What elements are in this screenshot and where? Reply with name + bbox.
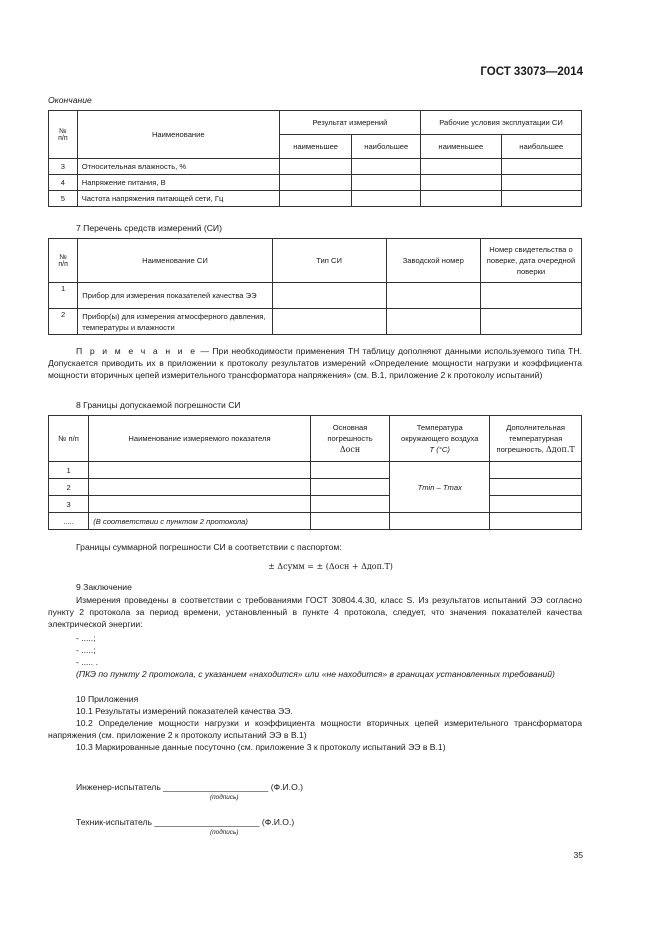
col-name-header: Наименование измеряемого показателя: [89, 416, 311, 462]
cond-min-header: наименьшее: [421, 135, 501, 159]
page-number: 35: [573, 850, 583, 860]
row-num: 1: [49, 283, 78, 309]
conditions-table: [48, 110, 582, 207]
note: [48, 345, 582, 381]
col-num-header: № п/п: [49, 416, 89, 462]
error-table: [48, 415, 582, 530]
table-row: [49, 191, 582, 207]
row-num: 1: [49, 462, 89, 479]
table-row: [49, 175, 582, 191]
row-name: (В соответствии с пунктом 2 протокола): [89, 513, 311, 530]
temp-symbol: T (°С): [429, 445, 450, 454]
col-result-header: Результат измерений: [279, 111, 420, 135]
table-caption: Окончание: [48, 95, 92, 105]
col-cert-header: Номер свидетельства о поверке, дата очередной поверки: [481, 239, 582, 283]
table-row: [49, 479, 582, 496]
list-item: - .....;: [76, 645, 96, 655]
table-row: [49, 309, 582, 335]
table-row: [49, 283, 582, 309]
row-name: Прибор для измерения показателей качества ЭЭ: [78, 283, 272, 309]
appendix-item: 10.2 Определение мощности нагрузки и коэффициента мощности вторичных цепей измерительного трансформатора напряжения (см. приложение 2 к протоколу испытаний ЭЭ в В.1): [48, 718, 582, 740]
signature-caption: (подпись): [210, 794, 239, 801]
table-row: [49, 462, 582, 479]
row-name: Прибор(ы) для измерения атмосферного давления, температуры и влажности: [78, 309, 272, 335]
section9-title: 9 Заключение: [76, 582, 132, 592]
section9-italic: (ПКЭ по пункту 2 протокола, с указанием «находится» или «не находится» в границах установленных требований): [76, 669, 555, 679]
row-num: 5: [49, 191, 78, 207]
standard-header: ГОСТ 33073—2014: [480, 66, 583, 78]
technician-signature: Техник-испытатель ______________________ (Ф.И.О.): [76, 817, 295, 827]
table-row: [49, 159, 582, 175]
appendix-item: 10.1 Результаты измерений показателей качества ЭЭ.: [76, 706, 293, 716]
row-name: Частота напряжения питающей сети, Гц: [77, 191, 279, 207]
col-add-header: Дополнительная температурная погрешность, Δдоп.T: [490, 416, 582, 462]
col-serial-header: Заводской номер: [386, 239, 480, 283]
note-label: П р и м е ч а н и е: [76, 346, 198, 356]
row-name: Относительная влажность, %: [77, 159, 279, 175]
cond-max-header: наибольшее: [501, 135, 581, 159]
row-name: Напряжение питания, В: [77, 175, 279, 191]
section9-text: Измерения проведены в соответствии с требованиями ГОСТ 30804.4.30, класс S. Из результатов испытаний ЭЭ согласно пункту 2 протокола за период времени, установленный в пункте 4 протокола, следует, что значения показателей качества электрической энергии:: [48, 595, 582, 629]
col-temp-header: Температура окружающего воздуха T (°С): [390, 416, 490, 462]
add-symbol: Δдоп.T: [546, 445, 575, 454]
col-num-header: № п/п: [49, 111, 78, 159]
row-num: 3: [49, 496, 89, 513]
row-num: 2: [49, 479, 89, 496]
section10-title: 10 Приложения: [76, 694, 139, 704]
row-num: 4: [49, 175, 78, 191]
section7-title: 7 Перечень средств измерений (СИ): [76, 223, 222, 233]
temp-range: Tmin – Tmax: [390, 462, 490, 513]
col-type-header: Тип СИ: [272, 239, 386, 283]
list-item: - .....;: [76, 633, 96, 643]
col-conditions-header: Рабочие условия эксплуатации СИ: [421, 111, 582, 135]
sum-formula: ± Δсумм = ± (Δосн + Δдоп.T): [268, 562, 393, 571]
table-row: [49, 496, 582, 513]
row-num: .....: [49, 513, 89, 530]
sum-text: Границы суммарной погрешности СИ в соответствии с паспортом:: [76, 542, 342, 552]
engineer-signature: Инженер-испытатель ______________________ (Ф.И.О.): [76, 782, 304, 792]
section8-title: 8 Границы допускаемой погрешности СИ: [76, 400, 241, 410]
col-basic-header: Основная погрешность Δосн: [310, 416, 389, 462]
col-name-header: Наименование СИ: [78, 239, 272, 283]
note-text: — При необходимости применения ТН таблицу дополняют данными используемого типа ТН. Допускается приводить их в приложении к протоколу результатов измерений «Определение мощности нагрузки и коэффициента мощности вторичных цепей измерительного трансформатора напряжения» (см. В.1, приложение 2 к протоколу испытаний): [48, 346, 582, 380]
table-row: [49, 513, 582, 530]
row-num: 2: [49, 309, 78, 335]
result-max-header: наибольшее: [352, 135, 421, 159]
list-item: - ..... .: [76, 657, 98, 667]
col-name-header: Наименование: [77, 111, 279, 159]
row-num: 3: [49, 159, 78, 175]
signature-caption: (подпись): [210, 829, 239, 836]
basic-symbol: Δосн: [339, 445, 361, 454]
appendix-item: 10.3 Маркированные данные посуточно (см. приложение 3 к протоколу испытаний ЭЭ в В.1): [76, 742, 446, 752]
instruments-table: [48, 238, 582, 335]
col-num-header: № п/п: [49, 239, 78, 283]
result-min-header: наименьшее: [279, 135, 352, 159]
